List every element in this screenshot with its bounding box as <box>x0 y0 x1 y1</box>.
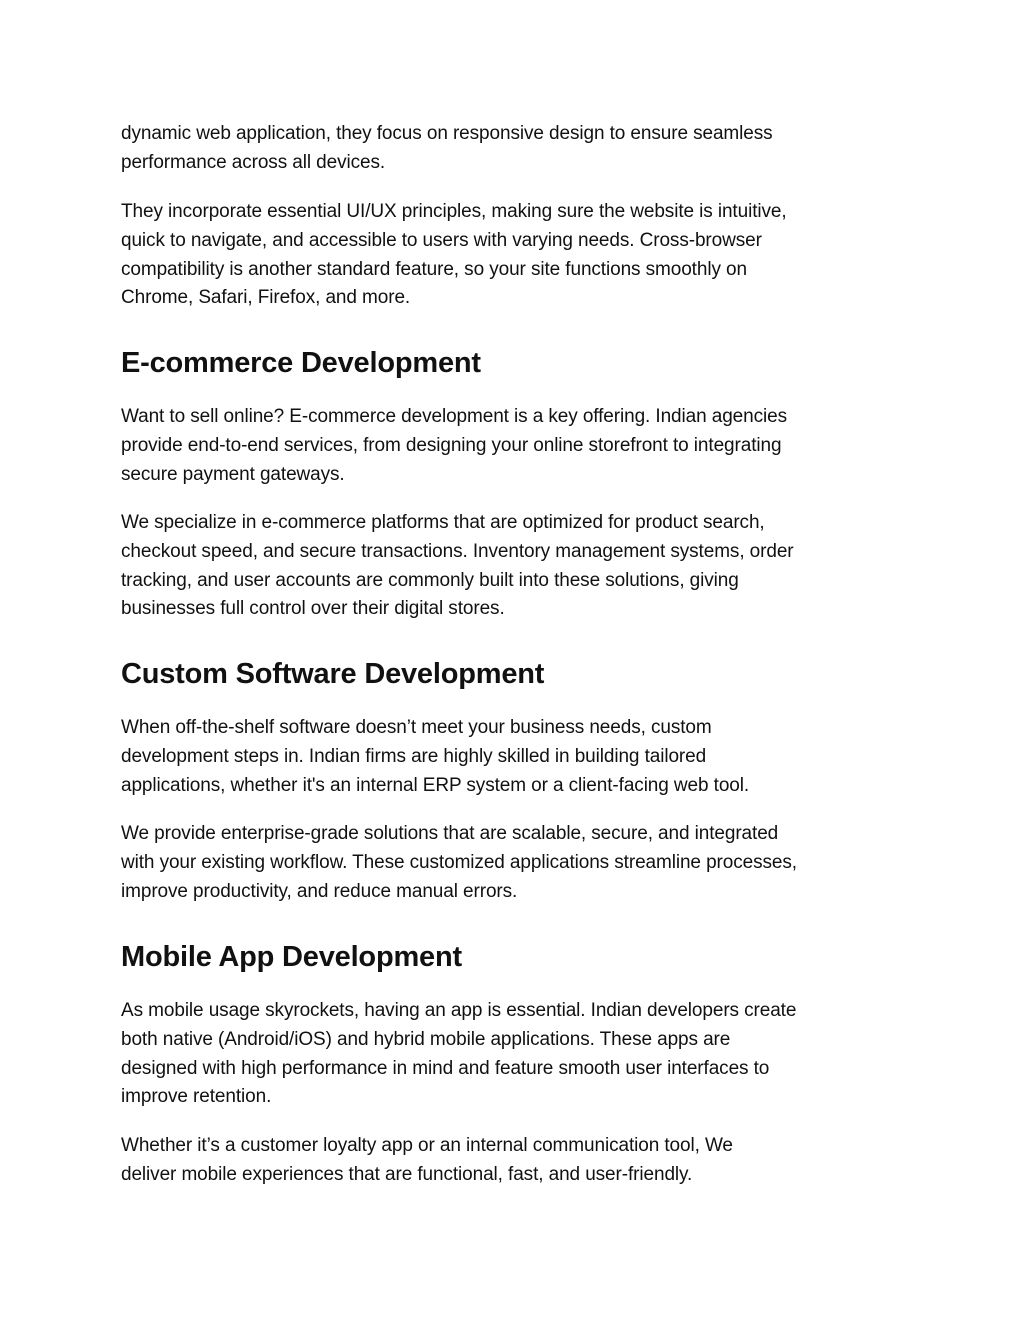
section-heading: Custom Software Development <box>121 658 545 690</box>
section-mobile-app-paragraph-2 <box>121 1132 911 1190</box>
text-line: tracking, and user accounts are commonly built into these solutions, giving <box>121 569 739 591</box>
text-line: Want to sell online? E-commerce development is a key offering. Indian agencies <box>121 406 788 427</box>
section-ecommerce-heading <box>121 345 911 381</box>
text-line: applications, whether it's an internal ERP system or a client-facing web tool. <box>121 774 750 796</box>
section-ecommerce-paragraph-2 <box>121 509 911 624</box>
intro-paragraph-2 <box>121 198 911 313</box>
text-line: improve retention. <box>121 1086 272 1108</box>
text-line: Chrome, Safari, Firefox, and more. <box>121 287 411 309</box>
text-line: They incorporate essential UI/UX principles, making sure the website is intuitive, <box>121 201 787 222</box>
section-heading: E-commerce Development <box>121 347 481 379</box>
section-mobile-app-heading <box>121 939 911 975</box>
text-line: provide end-to-end services, from designing your online storefront to integrating <box>121 434 782 456</box>
section-custom-software-paragraph-2 <box>121 820 911 906</box>
section-ecommerce-paragraph-1 <box>121 403 911 489</box>
text-line: As mobile usage skyrockets, having an app is essential. Indian developers create <box>121 1000 797 1021</box>
section-custom-software-paragraph-1 <box>121 714 911 800</box>
text-line: improve productivity, and reduce manual errors. <box>121 880 518 902</box>
section-mobile-app-paragraph-1 <box>121 997 911 1112</box>
text-line: both native (Android/iOS) and hybrid mobile applications. These apps are <box>121 1028 731 1050</box>
text-line: with your existing workflow. These customized applications streamline processes, <box>121 851 797 873</box>
text-line: Whether it’s a customer loyalty app or an internal communication tool, We <box>121 1135 733 1156</box>
text-line: businesses full control over their digital stores. <box>121 598 505 620</box>
text-line: secure payment gateways. <box>121 463 345 485</box>
text-line: quick to navigate, and accessible to users with varying needs. Cross-browser <box>121 229 762 251</box>
text-line: development steps in. Indian firms are highly skilled in building tailored <box>121 745 707 767</box>
intro-paragraph-1 <box>121 120 911 178</box>
text-line: dynamic web application, they focus on responsive design to ensure seamless <box>121 123 773 144</box>
text-line: checkout speed, and secure transactions. Inventory management systems, order <box>121 540 794 562</box>
section-heading: Mobile App Development <box>121 941 462 973</box>
text-line: We provide enterprise-grade solutions that are scalable, secure, and integrated <box>121 823 779 844</box>
section-custom-software-heading <box>121 656 911 692</box>
text-line: performance across all devices. <box>121 151 386 173</box>
text-line: compatibility is another standard feature, so your site functions smoothly on <box>121 258 747 280</box>
text-line: deliver mobile experiences that are functional, fast, and user-friendly. <box>121 1163 693 1185</box>
text-line: designed with high performance in mind and feature smooth user interfaces to <box>121 1057 770 1079</box>
text-line: When off-the-shelf software doesn’t meet your business needs, custom <box>121 717 712 738</box>
text-line: We specialize in e-commerce platforms that are optimized for product search, <box>121 512 765 533</box>
